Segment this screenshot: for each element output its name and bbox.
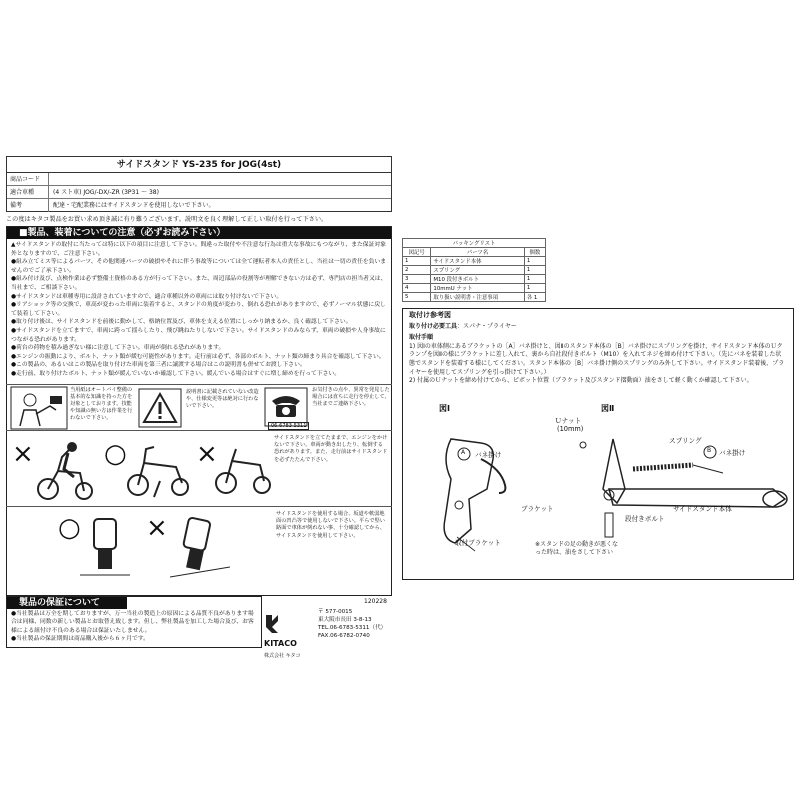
fig-text-2: サイドスタンドを使用する場合、坂道や軟弱地面の凹凸等で使用しないで下さい。平らで堅い路面で車体が倒れない事、十分確認してから、サイドスタンドを使用して下さい。 <box>276 511 385 539</box>
scooter-fallen-icon <box>210 441 274 501</box>
info-value: 配達・宅配業務にはサイドスタンドを使用しないで下さい。 <box>53 202 215 209</box>
phone-number: 06-6783-5311 <box>268 422 309 430</box>
kitaco-logo-icon <box>264 613 280 633</box>
packing-col-header: 図記号 <box>403 248 431 257</box>
fig1-label: 図Ⅰ <box>439 404 450 413</box>
mark-x: × <box>12 439 34 469</box>
table-row <box>403 293 546 302</box>
label-spring-hook-b: バネ掛け <box>719 449 746 457</box>
packing-table <box>402 238 546 302</box>
warning-bullet: ●走行前、取り付けたボルト、ナット類が緩んでいないか確認して下さい。緩んでいる場合はすぐに増し締めを行って下さい。 <box>11 370 341 377</box>
info-row-model <box>7 186 391 199</box>
tools-value: ：スパナ・プライヤー <box>457 322 517 330</box>
label-bracket-2: ブラケット <box>521 505 554 513</box>
info-key: 商品コード <box>7 173 49 185</box>
product-title: サイドスタンド YS-235 for JOG(4st) <box>7 157 391 173</box>
cell: 各 1 <box>524 293 545 302</box>
scooter-slope-icon <box>170 513 230 583</box>
warning-bullets <box>7 239 391 381</box>
mechanic-icon <box>10 386 70 430</box>
mark-o: ○ <box>58 513 81 543</box>
install-step: 2) 付属のＵナットを締め付けてから、ピボット位置（ブラケット及びスタンド摺動面）油をさして軽く動くか確認して下さい。 <box>409 377 753 385</box>
label-spring-hook-a: バネ掛け <box>475 451 502 459</box>
table-row <box>403 284 546 293</box>
cell: スプリング <box>431 266 524 275</box>
info-row-note <box>7 199 391 212</box>
doc-code: 120228 <box>364 598 387 605</box>
warning-triangle-icon <box>138 388 182 428</box>
title-box <box>6 156 392 212</box>
warning-bullet: ▲サイドスタンドの取付に当たっては特に以下の項目に注意して下さい。間違った取付や不注意な行為は重大な事故にもつながり、また保証対象外となりますので、ご注意下さい。 <box>11 242 386 257</box>
intro-text: この度はキタコ製品をお買い求め頂き誠に有り難うございます。説明文を良く理解して正しい取付を行って下さい。 <box>6 216 328 223</box>
company-fax: FAX.06-6782-0740 <box>318 633 370 639</box>
cell: サイドスタンド本体 <box>431 257 524 266</box>
company-address <box>318 608 386 640</box>
warranty-line: ●当社製品の保証期間は商品購入後から６ヶ月です。 <box>11 636 149 643</box>
warning-bullet: ●組み立てミス等によるパーツ、その他関連パーツの破損やそれに伴う事故等については全て運転者本人の責任とし、当社は一切の責任を負いませんのでご了承下さい。 <box>11 259 387 274</box>
installation-section <box>402 308 794 580</box>
label-10mm: (10mm) <box>557 425 584 433</box>
cell: 1 <box>524 257 545 266</box>
label-bracket: 取付ブラケット <box>455 539 501 547</box>
kitaco-logo <box>264 612 314 659</box>
warning-bullet: ●サイドスタンドは車種専用に設計されていますので、適合車種以外の車両には取り付けないで下さい。 <box>11 293 283 300</box>
packing-title: パッキングリスト <box>403 239 546 248</box>
mark-x: × <box>146 513 168 543</box>
packing-col-header: パーツ名 <box>431 248 524 257</box>
warranty-header: 製品の保証について <box>7 597 127 609</box>
table-row <box>403 275 546 284</box>
mark-x: × <box>196 439 218 469</box>
warranty-line: ●当社製品は万全を期しておりますが、万一当社の製造上の原因による品質不良があります場合は同様、同数の新しい製品とお取替え致します。但し、弊社製品を加工した場合及び、お客様による組付け不良のある場合は保証いたしません。 <box>11 611 254 634</box>
warning-bullet: ●荷台の荷物を積み過ぎない様に注意して下さい。車両が倒れる恐れがあります。 <box>11 345 225 352</box>
cell: 2 <box>403 266 431 275</box>
figure-row-2 <box>6 506 392 596</box>
info-key: 適合車種 <box>7 186 49 198</box>
fig-text-1: サイドスタンドを立てたままで、エンジンをかけないで下さい。車両が動き出したり、転倒する恐れがあります。また、走行前はサイドスタンドを必ずたたんで下さい。 <box>274 435 388 463</box>
steps-label: 取付手順 <box>409 334 434 342</box>
packing-list <box>402 238 546 302</box>
warning-bullet: ●リアショック等の交換で、車高が変わった車両に装着すると、スタンドの角度が変わり、倒れる恐れがありますので、必ずノーマル状態に戻して装着して下さい。 <box>11 302 386 317</box>
cell: M10 段付きボルト <box>431 275 524 284</box>
info-key: 備考 <box>7 199 49 212</box>
table-row <box>403 266 546 275</box>
notice-text-1: 当用紙はオートバイ整備の基本的な知識を持った方を対象としております。技能や知識の無い方は作業を行わないで下さい。 <box>70 387 133 421</box>
circle-a-text: A <box>461 449 466 456</box>
warning-bullet: ●エンジンの振動により、ボルト、ナット類が緩む可能性があります。走行前は必ず、各部のボルト、ナット類の締まり具合を確認して下さい。 <box>11 353 385 360</box>
installation-header: 取付け参考図 <box>409 311 451 319</box>
cell: 4 <box>403 284 431 293</box>
info-value: (4 スト車) JOG/-DX/-ZR (3P31 ～ 38) <box>53 189 159 196</box>
cell: 取り扱い説明書・注意事項 <box>431 293 524 302</box>
company-tel: TEL.06-6783-5311（代） <box>318 625 387 631</box>
company-zip: 〒 577-0015 <box>318 609 353 615</box>
logo-text: KITACO <box>264 638 297 648</box>
label-spring: スプリング <box>669 437 702 445</box>
warning-header: ■製品、装着についての注意（必ずお読み下さい） <box>7 227 391 239</box>
scooter-front-icon <box>80 513 130 583</box>
fig2-label: 図Ⅱ <box>601 404 615 413</box>
packing-col-header: 個数 <box>524 248 545 257</box>
label-oil-note: ※スタンドの足の動きが悪くなった時は、油をさして下さい <box>535 541 619 556</box>
scooter-parked-icon <box>124 441 194 501</box>
label-stepped-bolt: 段付きボルト <box>625 515 665 523</box>
circle-b-text: B <box>707 447 712 454</box>
info-value <box>49 173 53 185</box>
warning-bullet: ●この製品の、あるいはこの製品を取り付けた車両を第三者に譲渡する場合はこの説明書も併せてお渡し下さい。 <box>11 362 306 369</box>
cell: 3 <box>403 275 431 284</box>
mark-o: ○ <box>104 439 127 469</box>
notice-text-3: お気付きの点や、異常を発見した場合には直ちに走行を停止して、当社までご連絡下さい。 <box>312 387 390 407</box>
warranty-text <box>7 609 261 645</box>
notice-row <box>6 384 392 430</box>
scooter-riding-icon <box>34 437 98 503</box>
cell: 1 <box>524 284 545 293</box>
table-row <box>403 257 546 266</box>
label-u-nut: Ｕナット <box>555 417 582 425</box>
install-step: 1) 図Ⅰの車体側にあるブラケットの［A］バネ掛けと、図Ⅱのスタンド本体の［B］バネ掛けにスプリングを掛け、サイドスタンド本体のＵクランプを図Ⅱの様にブラケットに差し入れて、裏から自社段付きボルト（M10）を入れてネジを締め付けて下さい。（先にバネを装着した状態でスタンドを装着する様にしてください。スタンド本体の［B］バネ掛け側のスプリングのみ外して下さい。サイドスタンド装着後、プライヤーを使用してスプリングを引っ掛けて下さい。） <box>409 342 785 376</box>
side-stand-diagram <box>553 429 793 559</box>
company-name: 株式会社 キタコ <box>264 652 301 659</box>
company-addr: 東大阪市長田 3-8-13 <box>318 617 372 623</box>
tools-label: 取り付け必要工具 <box>409 322 458 330</box>
cell: 5 <box>403 293 431 302</box>
installation-text <box>403 309 793 388</box>
cell: 10mmU ナット <box>431 284 524 293</box>
label-stand-body: サイドスタンド本体 <box>673 505 732 513</box>
cell: 1 <box>524 275 545 284</box>
cell: 1 <box>403 257 431 266</box>
warranty-section <box>6 596 262 648</box>
warning-bullet: ●組み付け及び、点検作業は必ず整備士資格のある方が行って下さい。また、周辺部品の役割等が理解できない方は必ず、専門店の担当者又は、当社まで、ご相談下さい。 <box>11 276 387 291</box>
phone-icon <box>264 387 308 427</box>
warning-bullet: ●取り付け後は、サイドスタンドを前後に動かして、格納位置及び、車体を支える位置にしっかり納まるか、良く確認して下さい。 <box>11 319 352 326</box>
warning-bullet: ●サイドスタンドを立てますで、車両に跨って揺らしたり、飛び跳ねたりしないで下さい。サイドスタンドのみならず、車両の破損や人身事故につながる恐れがあります。 <box>11 327 386 343</box>
notice-text-2: 説明書に記載されていない改造や、仕様変更等は絶対に行わないで下さい。 <box>186 389 259 409</box>
info-row-code <box>7 173 391 186</box>
cell: 1 <box>524 266 545 275</box>
figure-row-1 <box>6 430 392 506</box>
